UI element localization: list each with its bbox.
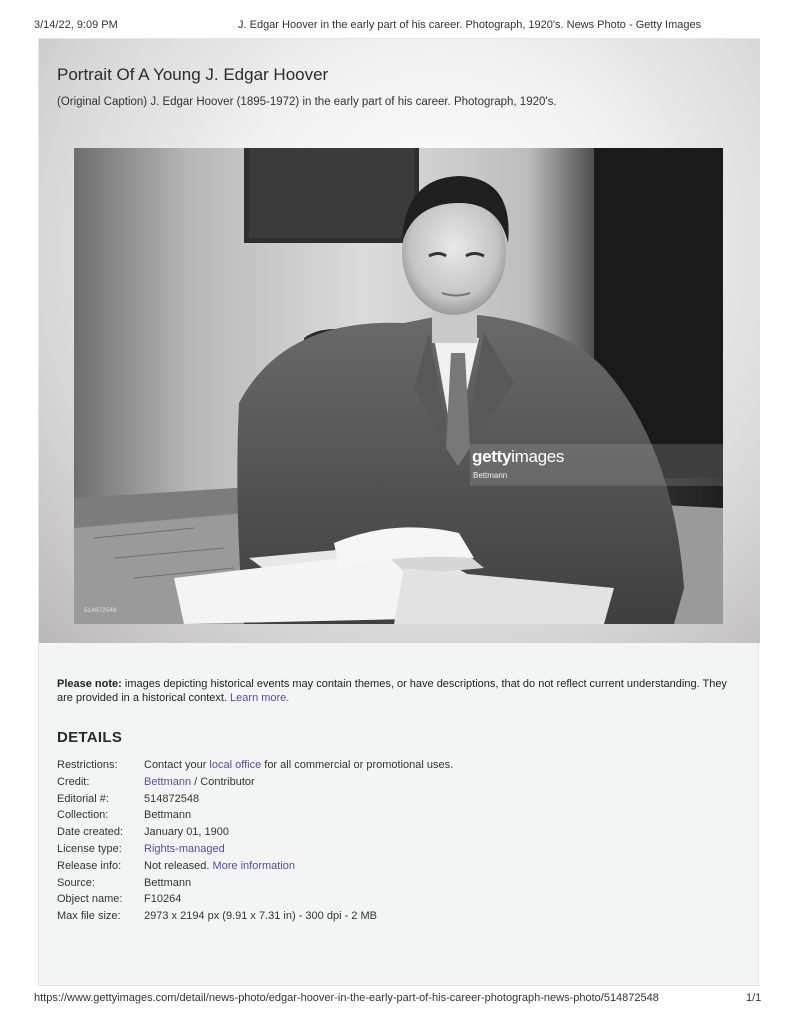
- historical-note: [57, 677, 737, 705]
- detail-value: Bettmann: [144, 809, 192, 822]
- detail-label: Credit:: [57, 775, 90, 788]
- details-heading: DETAILS: [57, 729, 123, 746]
- detail-label: License type:: [57, 842, 122, 855]
- detail-value: [144, 843, 225, 855]
- print-date: 3/14/22, 9:09 PM: [34, 19, 118, 31]
- detail-label: Restrictions:: [57, 759, 118, 771]
- local-office-link[interactable]: local office: [209, 759, 262, 771]
- detail-label: Editorial #:: [57, 792, 109, 805]
- detail-label: Release info:: [57, 859, 122, 872]
- detail-label: Collection:: [57, 809, 109, 822]
- detail-value: Contact your local office for all commercial or promotional uses.: [144, 759, 454, 771]
- detail-value: January 01, 1900: [144, 826, 230, 839]
- print-title: J. Edgar Hoover in the early part of his career. Photograph, 1920's. News Photo - Getty Images: [238, 19, 702, 31]
- note-label: Please note:: [57, 678, 122, 690]
- detail-value: Not released. More information: [144, 859, 296, 872]
- credit-bettmann-link[interactable]: Bettmann: [144, 775, 192, 788]
- detail-value: Bettmann / Contributor: [144, 775, 255, 788]
- page-number: 1/1: [746, 992, 762, 1004]
- portrait-photo-image: [74, 148, 723, 624]
- detail-label: Max file size:: [57, 910, 121, 923]
- watermark-credit: Bettmann: [473, 471, 508, 480]
- detail-label: Object name:: [57, 893, 123, 906]
- print-header: [0, 0, 797, 36]
- photo-caption: (Original Caption) J. Edgar Hoover (1895-1972) in the early part of his career. Photograph, 1920's.: [57, 96, 557, 108]
- print-url: https://www.gettyimages.com/detail/news-photo/edgar-hoover-in-the-early-part-of-his-career-photograph-news-photo/514872548: [34, 992, 659, 1004]
- learn-more-link[interactable]: Learn more.: [230, 692, 290, 704]
- rights-managed-link[interactable]: Rights-managed: [144, 842, 225, 855]
- hero-section: [39, 39, 760, 643]
- getty-images-logo: gettyimages: [472, 447, 565, 466]
- detail-label: Date created:: [57, 826, 124, 839]
- detail-value: F10264: [144, 893, 182, 906]
- detail-value: 2973 x 2194 px (9.91 x 7.31 in) - 300 dpi - 2 MB: [144, 910, 377, 923]
- more-information-link[interactable]: More information: [212, 859, 296, 872]
- print-footer: [0, 988, 797, 1024]
- detail-card: [38, 38, 759, 986]
- detail-value: 514872548: [144, 792, 200, 805]
- photo-id-tag: 514872548: [84, 607, 117, 614]
- watermark-strip: [470, 444, 723, 486]
- note-text: images depicting historical events may contain themes, or have descriptions, that do not reflect current understanding. They are provided in a historical context.: [57, 678, 727, 704]
- detail-value: Bettmann: [144, 876, 192, 889]
- detail-label: Source:: [57, 876, 95, 889]
- news-photo[interactable]: [74, 148, 723, 624]
- page-title: Portrait Of A Young J. Edgar Hoover: [57, 65, 329, 84]
